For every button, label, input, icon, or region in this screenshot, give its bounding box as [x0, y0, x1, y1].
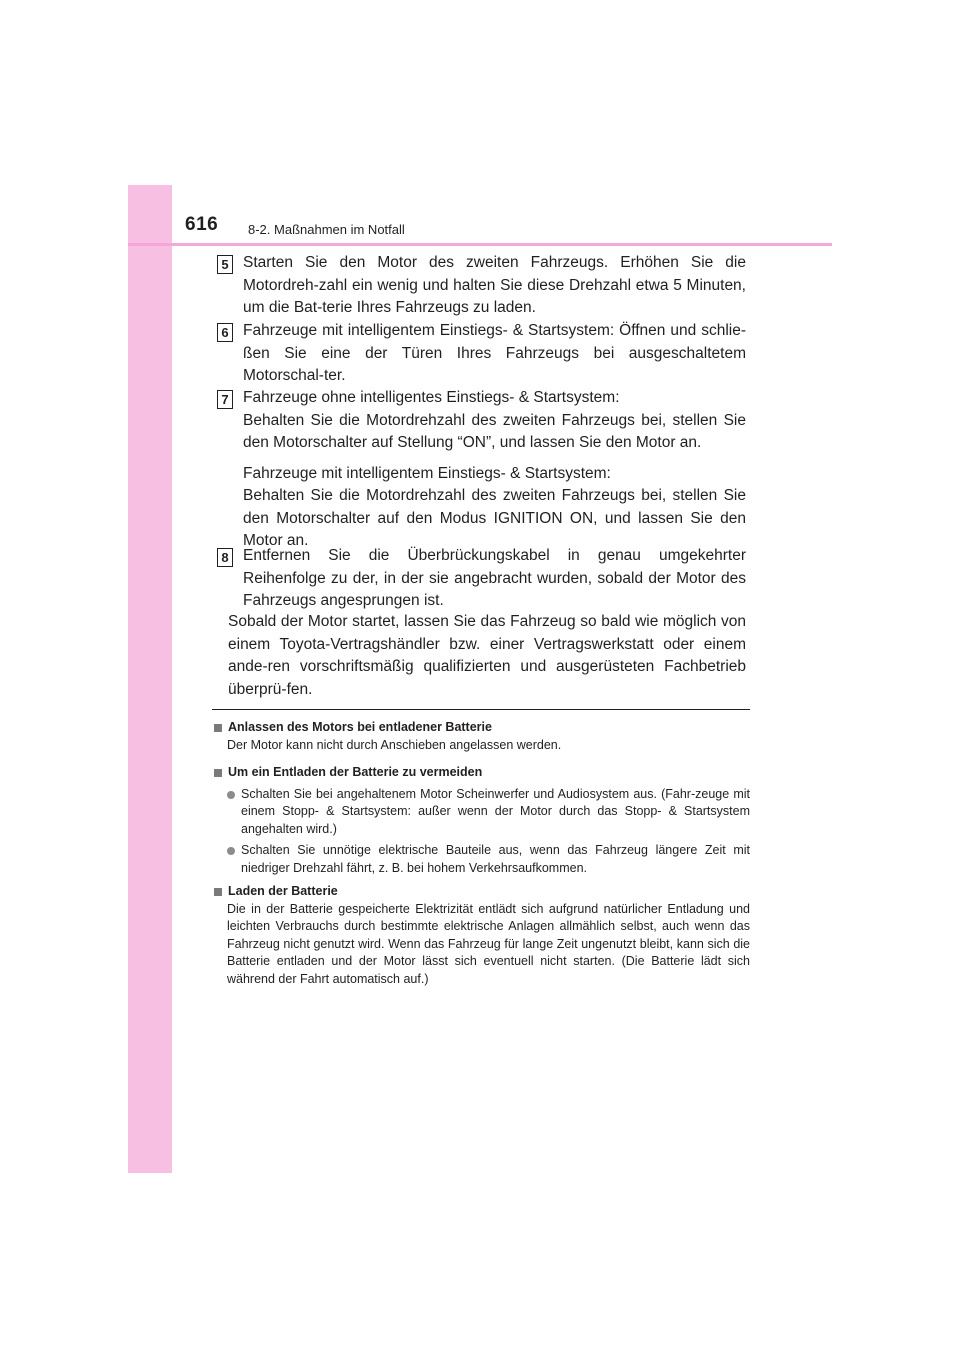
note-heading — [214, 883, 750, 901]
note-heading — [214, 764, 750, 782]
note-title: Um ein Entladen der Batterie zu vermeiden — [228, 765, 483, 779]
circle-bullet-icon — [227, 847, 235, 855]
step-paragraph: Starten Sie den Motor des zweiten Fahrzeugs. Erhöhen Sie die Motordreh-zahl ein wenig und halten Sie diese Drehzahl etwa 5 Minuten, um die Bat-terie Ihres Fahrzeugs zu laden. — [243, 254, 746, 316]
step-text — [243, 252, 746, 320]
summary-paragraph: Sobald der Motor startet, lassen Sie das Fahrzeug so bald wie möglich von einem Toyota-Vertragshändler bzw. einer Vertragswerkstatt oder einem ande-ren vorschriftsmäßig qualifizierten und ausgerüsteten Fachbetrieb überprü-fen. — [228, 613, 746, 698]
note-block — [214, 883, 750, 988]
chapter-side-band — [128, 185, 172, 1173]
section-divider — [212, 709, 750, 710]
square-bullet-icon — [214, 769, 222, 777]
note-body: Die in der Batterie gespeicherte Elektrizität entlädt sich aufgrund natürlicher Entladung und leichten Verbrauchs durch bestimmte elektrische Anlagen allmählich selbst, auch wenn das Fahrzeug nicht genutzt wird. Wenn das Fahrzeug für lange Zeit ungenutzt bleibt, kann sich die Batterie entladen und der Motor lässt sich eventuell nicht starten. (Die Batterie lädt sich während der Fahrt automatisch auf.) — [227, 901, 750, 986]
note-body: Der Motor kann nicht durch Anschieben angelassen werden. — [227, 737, 562, 752]
step-text — [243, 387, 746, 553]
step-number-badge: 8 — [217, 548, 233, 567]
step-paragraph: Behalten Sie die Motordrehzahl des zweiten Fahrzeugs bei, stellen Sie den Motorschalter auf den Modus IGNITION ON, und lassen Sie den Motor an. — [243, 487, 746, 549]
step-number-badge: 5 — [217, 255, 233, 274]
note-bullet — [227, 842, 750, 877]
section-title: 8-2. Maßnahmen im Notfall — [248, 222, 405, 237]
step-text — [243, 320, 746, 388]
step-paragraph: Entfernen Sie die Überbrückungskabel in genau umgekehrter Reihenfolge zu der, in der sie angebracht wurden, sobald der Motor des Fahrzeugs angesprungen ist. — [243, 547, 746, 609]
step-paragraph: Fahrzeuge mit intelligentem Einstiegs- & Startsystem: Öffnen und schlie-ßen Sie eine der Türen Ihres Fahrzeugs bei ausgeschaltetem Motorschal-ter. — [243, 322, 746, 384]
note-block — [214, 764, 750, 877]
note-bullet — [227, 786, 750, 839]
step-paragraph: Behalten Sie die Motordrehzahl des zweiten Fahrzeugs bei, stellen Sie den Motorschalter auf Stellung “ON”, und lassen Sie den Motor an. — [243, 411, 746, 451]
bullet-text: Schalten Sie unnötige elektrische Bauteile aus, wenn das Fahrzeug längere Zeit mit niedriger Drehzahl fährt, z. B. bei hohem Verkehrsaufkommen. — [241, 843, 750, 875]
circle-bullet-icon — [227, 791, 235, 799]
page-number: 616 — [185, 214, 219, 235]
note-block — [214, 719, 750, 754]
note-heading — [214, 719, 750, 737]
note-title: Anlassen des Motors bei entladener Batterie — [228, 720, 492, 734]
bullet-text: Schalten Sie bei angehaltenem Motor Scheinwerfer und Audiosystem aus. (Fahr-zeuge mit einem Stopp- & Startsystem: außer wenn der Motor durch das Stopp- & Startsystem angehalten wird.) — [241, 786, 750, 836]
square-bullet-icon — [214, 724, 222, 732]
note-title: Laden der Batterie — [228, 884, 338, 898]
step-text — [243, 545, 746, 613]
square-bullet-icon — [214, 888, 222, 896]
step-paragraph: Fahrzeuge mit intelligentem Einstiegs- & Startsystem: — [243, 464, 611, 482]
step-paragraph: Fahrzeuge ohne intelligentes Einstiegs- & Startsystem: — [243, 389, 620, 406]
step-number-badge: 7 — [217, 390, 233, 409]
header-rule — [128, 243, 832, 246]
step-number-badge: 6 — [217, 323, 233, 342]
